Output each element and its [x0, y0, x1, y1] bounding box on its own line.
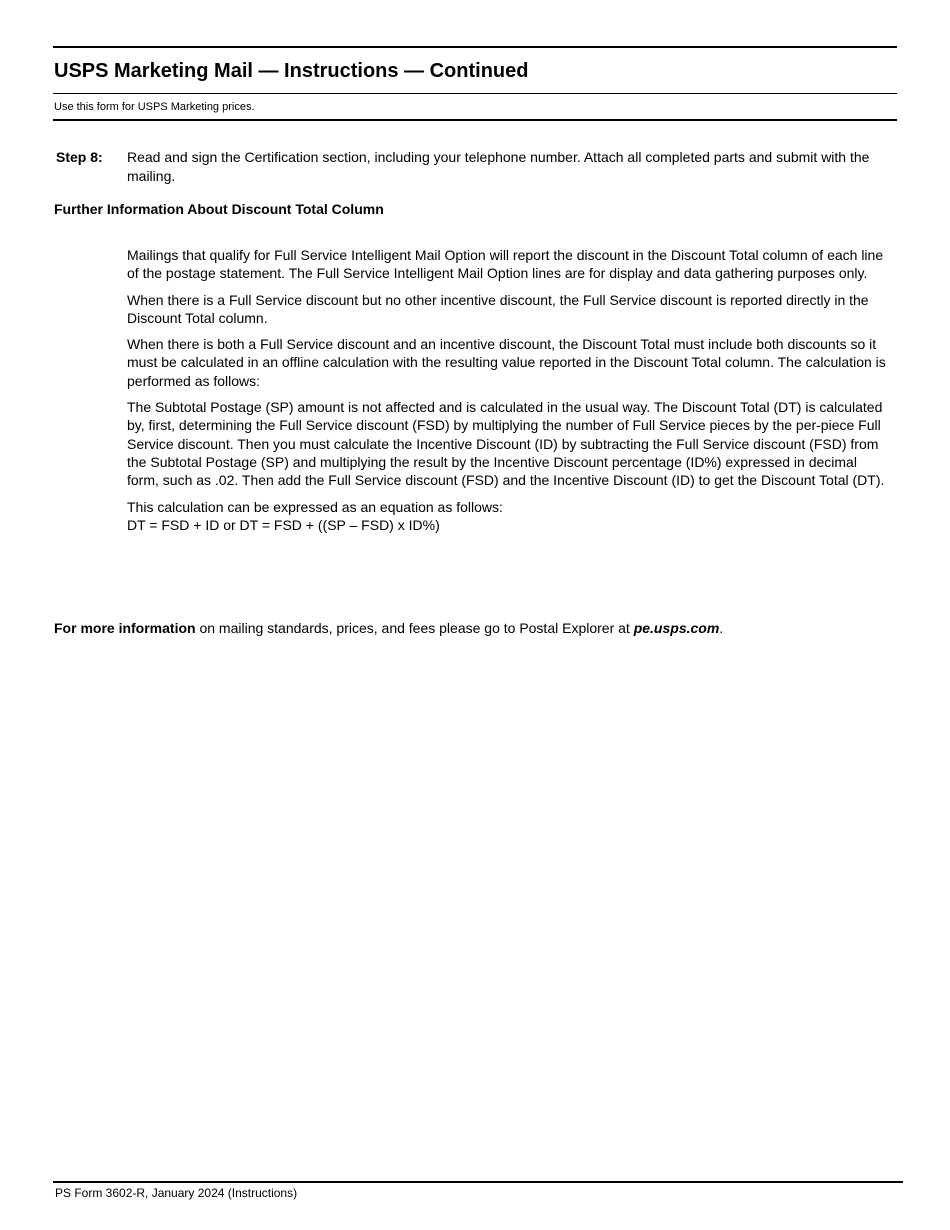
page-subtitle: Use this form for USPS Marketing prices. — [54, 101, 255, 113]
more-information-text: on mailing standards, prices, and fees please go to Postal Explorer at — [195, 620, 634, 636]
step-8-label: Step 8: — [56, 149, 103, 165]
footer-rule — [53, 1181, 903, 1183]
discount-section-body — [127, 246, 891, 542]
more-information-line — [54, 619, 723, 637]
page-title: USPS Marketing Mail — Instructions — Continued — [54, 60, 529, 82]
equation-block — [127, 498, 891, 535]
header-middle-rule — [53, 93, 897, 94]
more-information-lead: For more information — [54, 620, 196, 636]
equation: DT = FSD + ID or DT = FSD + ((SP – FSD) x ID%) — [127, 516, 440, 533]
discount-paragraph-calculation: The Subtotal Postage (SP) amount is not affected and is calculated in the usual way. The Discount Total (DT) is calculated by, first, determining the Full Service discount (FSD) by multiplying the number of Full Service pieces by the per-piece Full Service discount. Then you must calculate the Incentive Discount (ID) by subtracting the Full Service discount (FSD) from the Subtotal Postage (SP) and multiplying the result by the Incentive Discount percentage (ID%) expressed in decimal form, such as .02. Then add the Full Service discount (FSD) and the Incentive Discount (ID) to get the Discount Total (DT). — [127, 399, 885, 489]
header-top-rule — [53, 46, 897, 48]
discount-paragraph-full-service-option: Mailings that qualify for Full Service Intelligent Mail Option will report the discount in the Discount Total column of each line of the postage statement. The Full Service Intelligent Mail Option lines are for display and data gathering purposes only. — [127, 247, 884, 282]
discount-paragraph-full-service-only: When there is a Full Service discount but no other incentive discount, the Full Service discount is reported directly in the Discount Total column. — [127, 291, 869, 326]
more-information-end: . — [719, 620, 724, 636]
postal-explorer-link[interactable]: pe.usps.com — [633, 620, 720, 636]
discount-paragraph-both-discounts: When there is both a Full Service discount and an incentive discount, the Discount Total must include both discounts so it must be calculated in an offline calculation with the resulting value reported in the Discount Total column. The calculation is performed as follows: — [127, 336, 886, 389]
discount-section-heading: Further Information About Discount Total Column — [54, 201, 384, 217]
step-8-text: Read and sign the Certification section, including your telephone number. Attach all completed parts and submit with the mailing. — [127, 149, 870, 184]
equation-intro: This calculation can be expressed as an equation as follows: — [127, 498, 503, 515]
header-bottom-rule — [53, 119, 897, 121]
form-footer: PS Form 3602-R, January 2024 (Instructions) — [55, 1186, 298, 1200]
step-8 — [56, 148, 896, 185]
